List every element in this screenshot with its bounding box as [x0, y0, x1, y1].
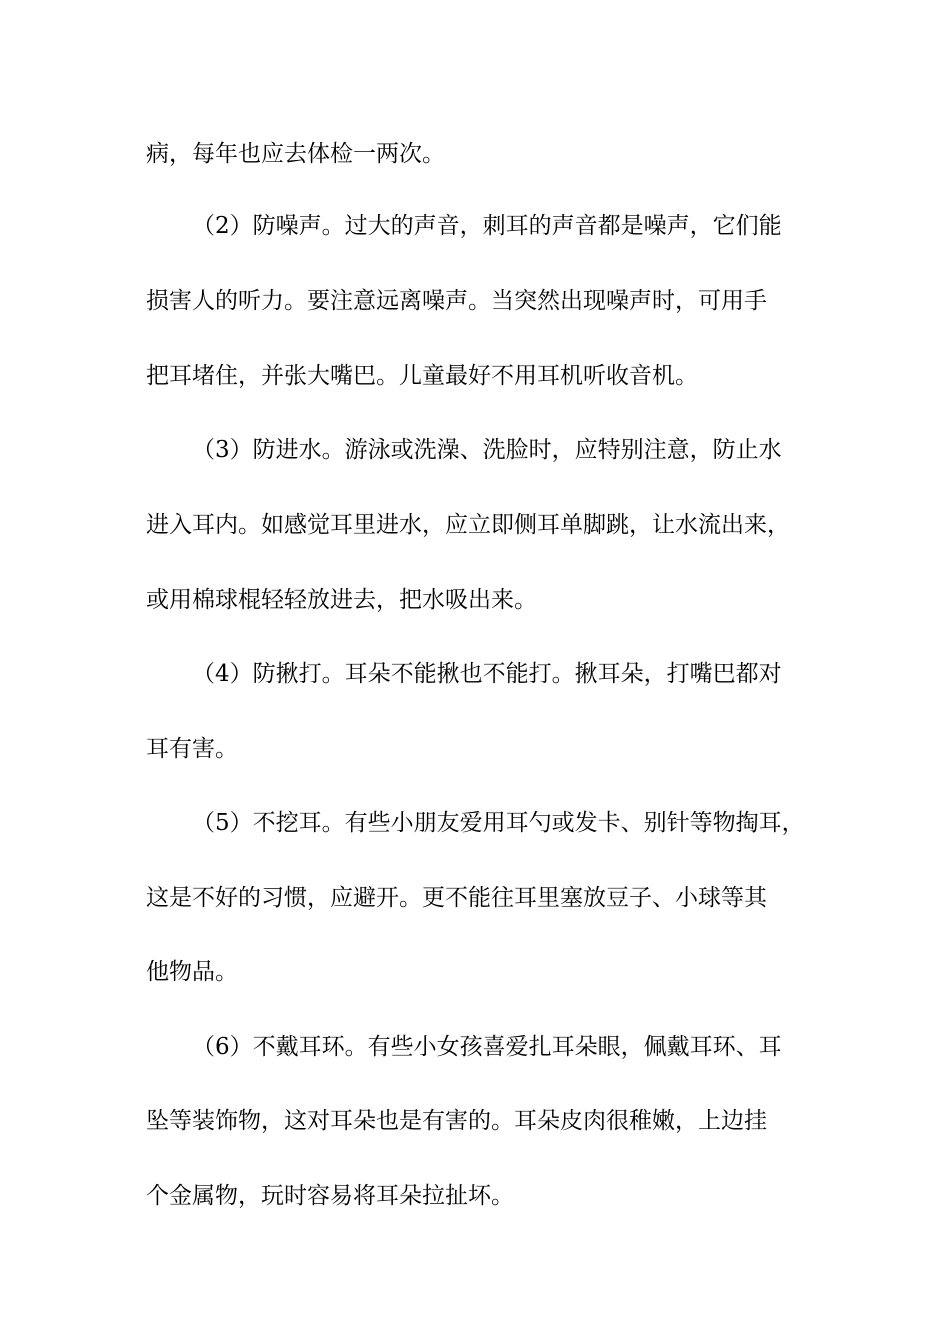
text-line: 坠等装饰物，这对耳朵也是有害的。耳朵皮肉很稚嫩，上边挂 — [146, 1108, 767, 1134]
paragraph-heading-line: （3）防进水。游泳或洗澡、洗脸时，应特别注意，防止水 — [192, 437, 782, 463]
paragraph-heading-line: （6）不戴耳环。有些小女孩喜爱扎耳朵眼，佩戴耳环、耳 — [192, 1034, 782, 1060]
text-line: 他物品。 — [146, 959, 238, 985]
text-line: 个金属物，玩时容易将耳朵拉扯坏。 — [146, 1183, 514, 1209]
text-line: 或用棉球棍轻轻放进去，把水吸出来。 — [146, 587, 537, 613]
text-line: 这是不好的习惯，应避开。更不能往耳里塞放豆子、小球等其 — [146, 885, 767, 911]
text-line: 把耳堵住，并张大嘴巴。儿童最好不用耳机听收音机。 — [146, 363, 698, 389]
paragraph-heading-line: （4）防揪打。耳朵不能揪也不能打。揪耳朵，打嘴巴都对 — [192, 661, 782, 687]
text-line: 病，每年也应去体检一两次。 — [146, 141, 445, 167]
text-line: 耳有害。 — [146, 736, 238, 762]
paragraph-heading-line: （2）防噪声。过大的声音，刺耳的声音都是噪声，它们能 — [192, 213, 782, 239]
text-line: 进入耳内。如感觉耳里进水，应立即侧耳单脚跳，让水流出来， — [146, 512, 790, 538]
text-line: 损害人的听力。要注意远离噪声。当突然出现噪声时，可用手 — [146, 288, 767, 314]
paragraph-heading-line: （5）不挖耳。有些小朋友爱用耳勺或发卡、别针等物掏耳， — [192, 810, 805, 836]
